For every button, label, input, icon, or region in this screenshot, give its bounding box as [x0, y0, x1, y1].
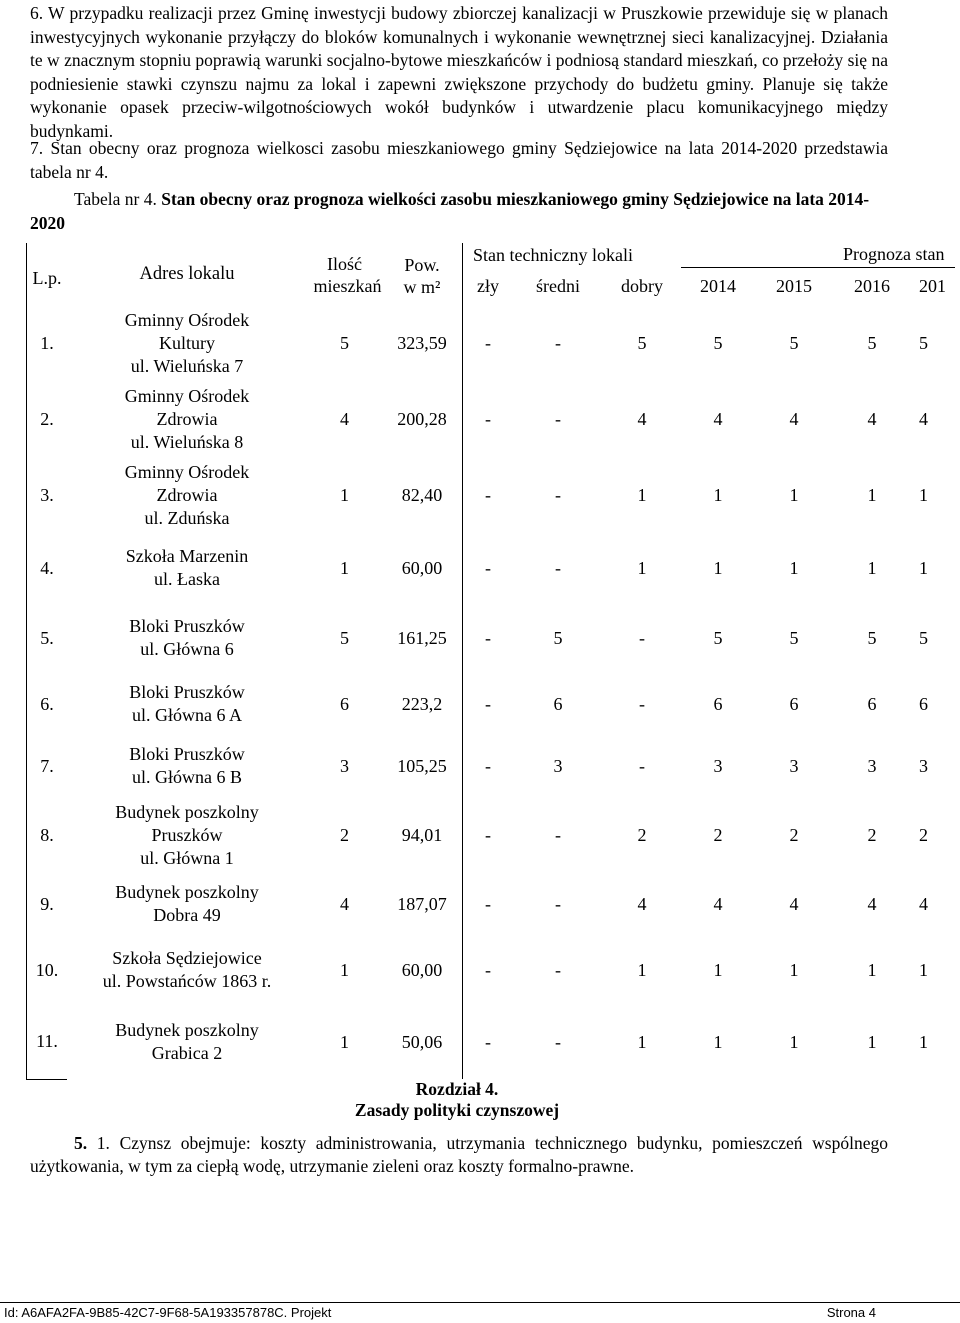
cell-y2015: 6 [789, 693, 799, 714]
cell-count: 4 [340, 893, 349, 914]
address-line: ul. Łaska [154, 569, 220, 589]
cell-y2017: 6 [919, 693, 928, 714]
address-line: Bloki Pruszków [129, 616, 245, 636]
cell-y2015: 5 [789, 627, 799, 648]
header-2014: 2014 [700, 275, 736, 296]
cell-y2016: 4 [867, 893, 877, 914]
cell-y2014: 4 [713, 893, 723, 914]
cell-lp: 7. [27, 735, 68, 797]
address-line: Gminny Ośrodek [124, 309, 250, 330]
paragraph-5-prefix: 5. [74, 1133, 97, 1153]
cell-lp: 11. [27, 1005, 68, 1079]
cell-medium: - [555, 408, 561, 429]
header-area [382, 243, 463, 305]
cell-y2015: 5 [789, 332, 799, 353]
cell-good: 1 [637, 1031, 647, 1052]
cell-area: 105,25 [397, 755, 447, 776]
table-row [27, 873, 956, 935]
address-line: Budynek poszkolny [115, 801, 259, 822]
cell-address [67, 797, 307, 873]
paragraph-5-1 [30, 1132, 888, 1178]
address-line: Gminny Ośrodek [124, 385, 250, 406]
header-lp: L.p. [27, 243, 68, 305]
address-line: Grabica 2 [151, 1043, 223, 1063]
header-2017 [911, 267, 955, 305]
cell-address [67, 735, 307, 797]
cell-y2015: 1 [789, 484, 799, 505]
cell-y2014: 5 [713, 332, 723, 353]
footer-id: Id: A6AFA2FA-9B85-42C7-9F68-5A193357878C. Projekt [4, 1305, 332, 1320]
address-line: ul. Główna 1 [140, 847, 234, 868]
table-row [27, 603, 956, 673]
header-good: dobry [621, 275, 663, 296]
cell-y2015: 3 [789, 755, 799, 776]
header-forecast-group [681, 243, 955, 267]
cell-good: - [639, 755, 645, 776]
cell-y2016: 6 [867, 693, 877, 714]
header-count [307, 243, 382, 305]
table-row [27, 533, 956, 603]
cell-good: 1 [637, 484, 647, 505]
cell-area: 60,00 [401, 557, 443, 578]
address-line: Bloki Pruszków [129, 744, 245, 764]
header-bad: zły [463, 267, 514, 305]
header-2017-text: 201 [919, 275, 946, 296]
cell-bad: - [463, 797, 514, 873]
cell-area: 200,28 [397, 408, 447, 429]
cell-y2014: 2 [713, 824, 723, 845]
table-caption [30, 188, 888, 235]
cell-good: - [639, 627, 645, 648]
cell-medium: 3 [553, 755, 563, 776]
cell-medium: - [555, 959, 561, 980]
cell-y2014: 1 [713, 1031, 723, 1052]
table-row [27, 673, 956, 735]
cell-y2016: 1 [867, 1031, 877, 1052]
cell-y2014: 1 [713, 557, 723, 578]
address-line: ul. Główna 6 B [132, 767, 242, 787]
cell-lp: 1. [27, 305, 68, 381]
table-row [27, 797, 956, 873]
cell-y2015: 1 [789, 959, 799, 980]
cell-y2016: 1 [867, 959, 877, 980]
table-body [27, 305, 956, 1079]
cell-good: - [639, 693, 645, 714]
page-footer [0, 1302, 960, 1323]
cell-medium: - [555, 557, 561, 578]
cell-y2016: 1 [867, 484, 877, 505]
cell-bad: - [463, 935, 514, 1005]
table-row [27, 457, 956, 533]
cell-y2017: 3 [919, 755, 928, 776]
cell-count: 4 [340, 408, 349, 429]
cell-address [67, 305, 307, 381]
cell-y2016: 1 [867, 557, 877, 578]
cell-bad: - [463, 305, 514, 381]
cell-y2017: 1 [919, 484, 928, 505]
header-area-text: Pow. w m² [403, 255, 441, 297]
address-line: Zdrowia [156, 408, 218, 429]
cell-count: 3 [340, 755, 349, 776]
table-row [27, 305, 956, 381]
cell-y2017: 2 [919, 824, 928, 845]
address-line: Kultury [159, 332, 215, 353]
cell-lp: 2. [27, 381, 68, 457]
cell-count: 1 [340, 959, 349, 980]
cell-medium: - [555, 824, 561, 845]
cell-address [67, 673, 307, 735]
cell-y2014: 5 [713, 627, 723, 648]
cell-count: 1 [340, 557, 349, 578]
address-line: Budynek poszkolny [115, 1020, 259, 1040]
cell-address [67, 603, 307, 673]
cell-area: 323,59 [397, 332, 447, 353]
cell-address [67, 457, 307, 533]
cell-count: 2 [340, 824, 349, 845]
cell-y2016: 4 [867, 408, 877, 429]
cell-lp: 6. [27, 673, 68, 735]
cell-lp: 10. [27, 935, 68, 1005]
section-number: Rozdział 4. [415, 1079, 499, 1099]
cell-count: 6 [340, 693, 349, 714]
caption-label: Tabela nr 4. [74, 189, 162, 209]
address-line: ul. Główna 6 [140, 639, 234, 659]
cell-address [67, 1005, 307, 1079]
cell-bad: - [463, 1005, 514, 1079]
cell-y2017: 5 [919, 332, 928, 353]
header-2016: 2016 [854, 275, 890, 296]
address-line: ul. Powstańców 1863 r. [102, 971, 272, 991]
cell-y2017: 5 [919, 627, 928, 648]
cell-y2017: 1 [919, 1031, 928, 1052]
cell-medium: 5 [553, 627, 563, 648]
cell-y2014: 3 [713, 755, 723, 776]
table-row [27, 935, 956, 1005]
cell-bad: - [463, 873, 514, 935]
header-forecast-text: Prognoza stan [843, 244, 945, 265]
cell-y2016: 5 [867, 627, 877, 648]
address-line: ul. Wieluńska 8 [130, 431, 244, 452]
cell-y2015: 1 [789, 557, 799, 578]
cell-good: 2 [637, 824, 647, 845]
table-row [27, 381, 956, 457]
cell-y2015: 4 [789, 893, 799, 914]
cell-y2014: 4 [713, 408, 723, 429]
header-count-text: Ilość mieszkań [313, 254, 382, 296]
cell-y2017: 4 [919, 408, 928, 429]
section-heading [0, 1079, 960, 1121]
cell-area: 223,2 [401, 693, 443, 714]
cell-area: 161,25 [397, 627, 447, 648]
cell-bad: - [463, 735, 514, 797]
cell-y2017: 1 [919, 557, 928, 578]
cell-good: 1 [637, 959, 647, 980]
cell-good: 1 [637, 557, 647, 578]
header-condition-group: Stan techniczny lokali [463, 243, 682, 267]
cell-medium: - [555, 332, 561, 353]
cell-bad: - [463, 673, 514, 735]
cell-area: 60,00 [401, 959, 443, 980]
table-row [27, 1005, 956, 1079]
cell-y2017: 4 [919, 893, 928, 914]
cell-address [67, 533, 307, 603]
address-line: ul. Zduńska [144, 507, 230, 528]
caption-title: Stan obecny oraz prognoza wielkości zasobu mieszkaniowego gminy Sędziejowice na lata 2014-2020 [30, 189, 870, 233]
address-line: Szkoła Marzenin [125, 546, 249, 566]
cell-y2014: 1 [713, 484, 723, 505]
header-address: Adres lokalu [139, 263, 235, 284]
cell-y2015: 2 [789, 824, 799, 845]
address-line: Bloki Pruszków [129, 682, 245, 702]
cell-y2014: 6 [713, 693, 723, 714]
section-title: Zasady polityki czynszowej [354, 1100, 560, 1120]
cell-address [67, 873, 307, 935]
cell-area: 50,06 [401, 1031, 443, 1052]
address-line: Zdrowia [156, 484, 218, 505]
cell-y2016: 2 [867, 824, 877, 845]
cell-count: 5 [340, 332, 349, 353]
cell-y2017: 1 [919, 959, 928, 980]
address-line: ul. Wieluńska 7 [130, 355, 244, 376]
address-line: ul. Główna 6 A [132, 705, 242, 725]
address-line: Gminny Ośrodek [124, 461, 250, 482]
cell-area: 82,40 [401, 484, 443, 505]
footer-page: Strona 4 [826, 1305, 876, 1320]
cell-bad: - [463, 603, 514, 673]
cell-medium: - [555, 1031, 561, 1052]
cell-bad: - [463, 381, 514, 457]
cell-address [67, 935, 307, 1005]
paragraph-6: 6. W przypadku realizacji przez Gminę inwestycji budowy zbiorczej kanalizacji w Pruszkowie przewiduje się w planach inwestycyjnych wykonanie przyłączy do bloków komunalnych i wykonanie wewnętrznej sieci kanalizacyjnej. Działania te w znacznym stopniu poprawią warunki socjalno-bytowe mieszkańców i podniosą standard mieszkań, co przełoży się na podniesienie stawki czynszu najmu za lokal i zapewni zwiększone przychody do budżetu gminy. Planuje się także wykonanie opasek przeciw-wilgotnościowych wokół budynków i utwardzenie placu komunikacyjnego między budynkami. [30, 3, 888, 141]
cell-area: 187,07 [397, 893, 447, 914]
cell-medium: - [555, 893, 561, 914]
housing-table [26, 243, 955, 1080]
table-row [27, 735, 956, 797]
cell-area: 94,01 [401, 824, 443, 845]
address-line: Budynek poszkolny [115, 882, 259, 902]
header-medium: średni [536, 275, 580, 296]
cell-count: 1 [340, 1031, 349, 1052]
cell-lp: 3. [27, 457, 68, 533]
cell-y2015: 4 [789, 408, 799, 429]
cell-count: 5 [340, 627, 349, 648]
address-line: Szkoła Sędziejowice [112, 948, 262, 968]
cell-lp: 8. [27, 797, 68, 873]
address-line: Dobra 49 [153, 905, 221, 925]
cell-good: 4 [637, 893, 647, 914]
cell-bad: - [463, 533, 514, 603]
cell-y2014: 1 [713, 959, 723, 980]
cell-lp: 5. [27, 603, 68, 673]
paragraph-5-text: 1. Czynsz obejmuje: koszty administrowania, utrzymania technicznego budynku, pomieszczeń wspólnego użytkowania, w tym za ciepłą wodę, utrzymanie zieleni oraz koszty formalno-prawne. [30, 1133, 888, 1176]
cell-address [67, 381, 307, 457]
cell-y2016: 3 [867, 755, 877, 776]
cell-bad: - [463, 457, 514, 533]
cell-count: 1 [340, 484, 349, 505]
cell-lp: 4. [27, 533, 68, 603]
cell-lp: 9. [27, 873, 68, 935]
cell-y2015: 1 [789, 1031, 799, 1052]
cell-medium: 6 [553, 693, 563, 714]
cell-good: 4 [637, 408, 647, 429]
cell-y2016: 5 [867, 332, 877, 353]
cell-good: 5 [637, 332, 647, 353]
header-2015: 2015 [776, 275, 812, 296]
paragraph-7: 7. Stan obecny oraz prognoza wielkosci zasobu mieszkaniowego gminy Sędziejowice na lata 2014-2020 przedstawia tabela nr 4. [30, 138, 888, 182]
cell-medium: - [555, 484, 561, 505]
address-line: Pruszków [151, 824, 223, 845]
